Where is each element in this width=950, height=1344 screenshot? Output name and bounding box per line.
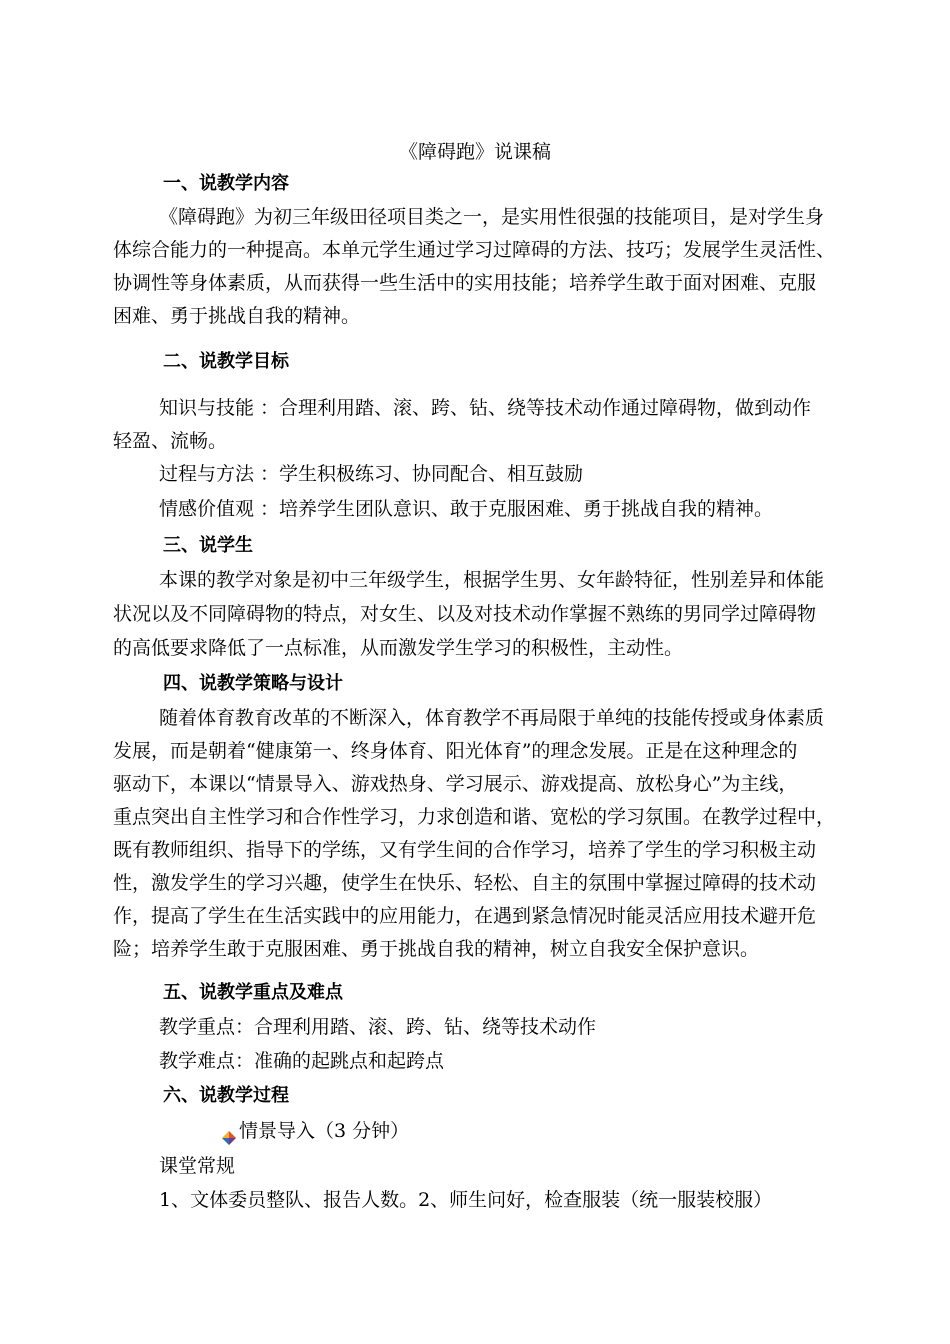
section-heading-process: 六、说教学过程 (163, 1085, 289, 1106)
paragraph-line: 情感价值观 ：培养学生团队意识、敢于克服困难、勇于挑战自我的精神。 (159, 498, 774, 520)
paragraph-line: 既有教师组织、指导下的学练，又有学生间的合作学习，培养了学生的学习积极主动 (113, 839, 817, 861)
paragraph-line: 驱动下，本课以“情景导入、游戏热身、学习展示、游戏提高、放松身心”为主线， (113, 773, 798, 795)
section-heading-key-points: 五、说教学重点及难点 (163, 982, 343, 1003)
paragraph-line: 本课的教学对象是初中三年级学生，根据学生男、女年龄特征，性别差异和体能 (159, 569, 825, 591)
paragraph-line: 随着体育教育改革的不断深入，体育教学不再局限于单纯的技能传授或身体素质 (159, 707, 825, 729)
diamond-bullet-icon (222, 1123, 236, 1137)
paragraph-line: 《障碍跑》为初三年级田径项目类之一，是实用性很强的技能项目，是对学生身 (159, 206, 825, 228)
paragraph-line: 教学重点：合理利用踏、滚、跨、钻、绕等技术动作 (159, 1016, 597, 1038)
paragraph-line: 困难、勇于挑战自我的精神。 (113, 305, 361, 327)
paragraph-line: 的高低要求降低了一点标准，从而激发学生学习的积极性，主动性。 (113, 637, 684, 659)
bullet-item (222, 1115, 409, 1147)
paragraph-line: 课堂常规 (159, 1155, 236, 1177)
paragraph-line: 协调性等身体素质，从而获得一些生活中的实用技能；培养学生敢于面对困难、克服 (113, 272, 817, 294)
paragraph-line: 作，提高了学生在生活实践中的应用能力，在遇到紧急情况时能灵活应用技术避开危 (113, 905, 817, 927)
paragraph-line: 过程与方法 ：学生积极练习、协同配合、相互鼓励 (159, 463, 584, 485)
paragraph-line: 险；培养学生敢于克服困难、勇于挑战自我的精神，树立自我安全保护意识。 (113, 938, 760, 960)
section-heading-objectives: 二、说教学目标 (163, 351, 289, 372)
paragraph-line: 1、文体委员整队、报告人数。2、师生问好，检查服装（统一服装校服） (159, 1189, 773, 1211)
section-heading-content: 一、说教学内容 (163, 173, 289, 194)
paragraph-line: 体综合能力的一种提高。本单元学生通过学习过障碍的方法、技巧；发展学生灵活性、 (113, 239, 836, 261)
paragraph-line: 轻盈、流畅。 (113, 430, 228, 452)
paragraph-line: 状况以及不同障碍物的特点，对女生、以及对技术动作掌握不熟练的男同学过障碍物 (113, 603, 817, 625)
section-heading-students: 三、说学生 (163, 535, 253, 556)
paragraph-line: 教学难点：准确的起跳点和起跨点 (159, 1050, 445, 1072)
document-title: 《障碍跑》说课稿 (398, 141, 551, 163)
paragraph-line: 性，激发学生的学习兴趣，使学生在快乐、轻松、自主的氛围中掌握过障碍的技术动 (113, 872, 817, 894)
paragraph-line: 重点突出自主性学习和合作性学习，力求创造和谐、宽松的学习氛围。在教学过程中， (113, 806, 836, 828)
paragraph-line: 知识与技能 ：合理利用踏、滚、跨、钻、绕等技术动作通过障碍物，做到动作 (159, 397, 812, 419)
section-heading-strategy: 四、说教学策略与设计 (163, 673, 343, 694)
paragraph-line: 发展，而是朝着“健康第一、终身体育、阳光体育”的理念发展。正是在这种理念的 (113, 740, 798, 762)
bullet-text: 情景导入（3 分钟） (239, 1120, 410, 1142)
